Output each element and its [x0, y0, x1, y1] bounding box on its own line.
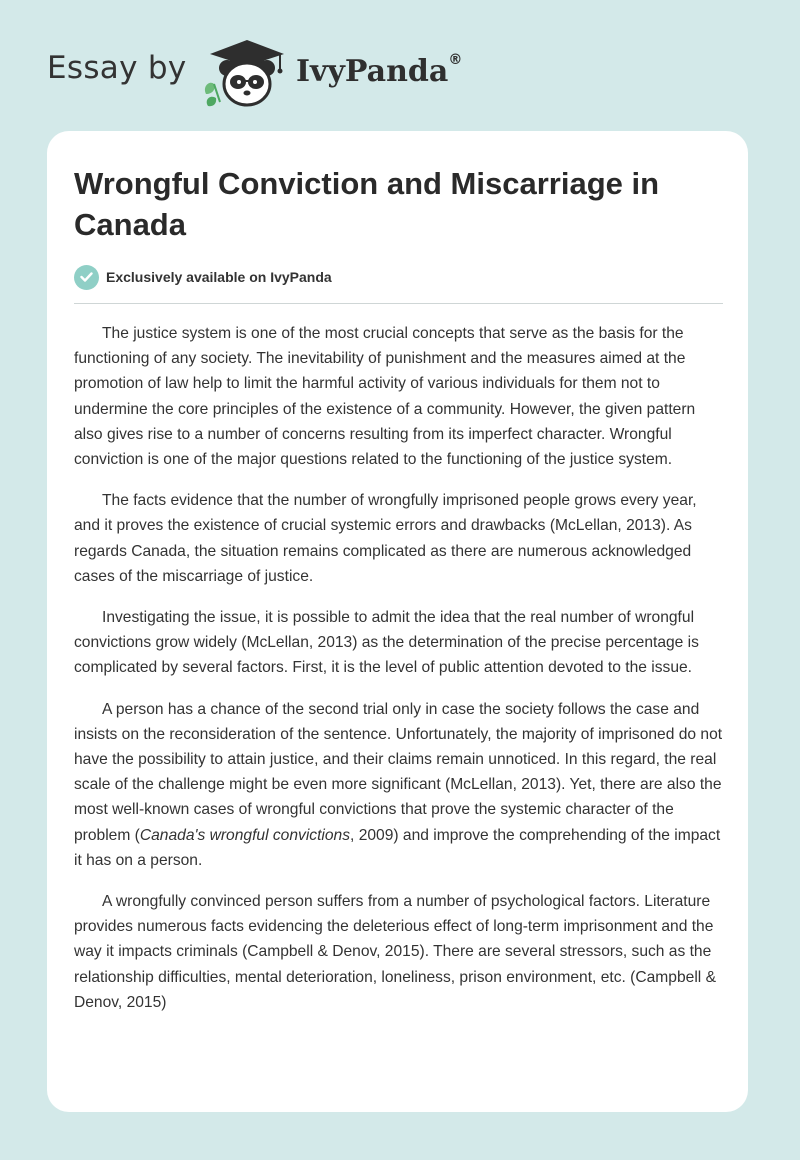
- paragraph: A person has a chance of the second trial only in case the society follows the case and insists on the reconsideration of the sentence. Unfortunately, the majority of imprisoned do not have the possibility to attain justice, and their claims remain unnoticed. In this regard, the real scale of the challenge might be even more significant (McLellan, 2013). Yet, there are also the most well-known cases of wrongful convictions that prove the systemic character of the problem (Canada's wrongful convictions, 2009) and improve the comprehending of the impact it has on a person.: [74, 700, 723, 869]
- paragraph: A wrongfully convinced person suffers from a number of psychological factors. Literature provides numerous facts evidencing the deleterious effect of long-term imprisonment and the way it impacts criminals (Campbell & Denov, 2015). There are several stressors, such as the relationship difficulties, mental deterioration, loneliness, prison environment, etc. (Campbell & Denov, 2015): [74, 893, 716, 1011]
- site-header: [0, 0, 800, 130]
- paragraph: The facts evidence that the number of wrongfully imprisoned people grows every year, and it proves the existence of crucial systemic errors and drawbacks (McLellan, 2013). As regards Canada, the situation remains complicated as there are numerous acknowledged cases of the miscarriage of justice.: [74, 492, 697, 585]
- paragraph: Investigating the issue, it is possible to admit the idea that the real number of wrongful convictions grow widely (McLellan, 2013) as the determination of the precise percentage is complicated by several factors. First, it is the level of public attention devoted to the issue.: [74, 609, 699, 677]
- essay-title: Wrongful Conviction and Miscarriage in Canada: [74, 166, 660, 242]
- exclusive-label: Exclusively available on IvyPanda: [106, 269, 332, 285]
- divider: [74, 303, 723, 304]
- essay-by-label: Essay by: [47, 50, 187, 86]
- paragraph: The justice system is one of the most crucial concepts that serve as the basis for the functioning of any society. The inevitability of punishment and the measures aimed at the promotion of law help to limit the harmful activity of various individuals for them not to undermine the core principles of the existence of a community. However, the given pattern also gives rise to a number of concerns resulting from its imperfect character. Wrongful conviction is one of the major questions related to the functioning of the justice system.: [74, 325, 696, 469]
- exclusive-badge: [74, 264, 332, 290]
- cited-title: Canada's wrongful convictions: [139, 826, 351, 844]
- essay-card: [47, 131, 748, 1112]
- checkmark-icon: [74, 265, 99, 290]
- panda-logo-icon: [200, 36, 294, 110]
- brand-name: IvyPanda®: [296, 52, 463, 89]
- essay-body: [74, 321, 726, 1031]
